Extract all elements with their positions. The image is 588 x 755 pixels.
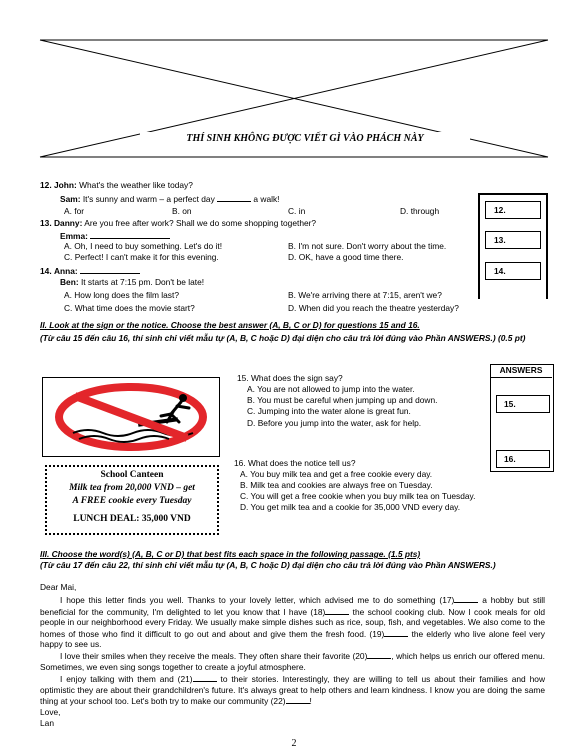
question-12: 12. John: What's the weather like today? [40,180,193,190]
notice-line-2: Milk tea from 20,000 VND – get [69,483,195,493]
letter-greeting: Dear Mai, [40,582,77,592]
section-3-note: (Từ câu 17 đến câu 22, thí sinh chỉ viết mẫu tự (A, B, C hoặc D) đại diện cho câu trả lời đúng vào Phần ANSWERS.) [40,560,496,570]
q16-option-c: C. You will get a free cookie when you buy milk tea on Tuesday. [240,491,476,501]
section-2-heading: II. Look at the sign or the notice. Choose the best answer (A, B, C or D) for questions 15 and 16. [40,320,420,330]
q12-option-c: C. in [288,206,306,216]
header-title: THÍ SINH KHÔNG ĐƯỢC VIẾT GÌ VÀO PHÁCH NÀY [140,132,470,147]
q12-option-a: A. for [64,206,85,216]
section-3-heading: III. Choose the word(s) (A, B, C or D) that best fits each space in the following passage. (1.5 pts) [40,549,421,559]
letter-paragraph-3: I enjoy talking with them and (21) to their stories. Interestingly, they are willing to tell us about their families and how optimistic they are about their grandchildren's future. It's always great to help others and learn kindness. I know you are doing the same thing at your school too. Let's both try to make our community (22) ! [40,674,545,706]
q15-option-d: D. Before you jump into the water, ask for help. [247,418,422,428]
letter-paragraph-2: I love their smiles when they receive the meals. They often share their favorite (20) , which helps us enrich our offered menu. Sometimes, we even sing songs together to create a joyful atmosphere. [40,651,545,672]
letter-paragraph-1: I hope this letter finds you well. Thanks to your lovely letter, which advised me to do something (17) a hobby but still beneficial for the community, I'm delighted to let you know that I have (18) the school cooking club. Now I cook meals for old people in our neighborhood every Friday. We usually make simple dishes such as rice, soup, fish, and vegetables. We also come to the homes of those who find it difficult to go out and about and give them the fresh food. (19) the elderly who live alone feel very happy to see us. [40,595,546,649]
no-jumping-sign [42,377,220,457]
notice-line-1: School Canteen [100,470,164,480]
answer-box-12[interactable]: 12. [485,201,541,219]
q15-option-c: C. Jumping into the water alone is great fun. [247,406,411,416]
question-16: 16. What does the notice tell us? [234,458,356,468]
no-jumping-icon [43,378,219,456]
question-12-reply: Sam: It's sunny and warm – a perfect day a walk! [60,194,280,204]
q12-option-b: B. on [172,206,192,216]
q13-option-d: D. OK, have a good time there. [288,252,404,262]
answer-box-14[interactable]: 14. [485,262,541,280]
answer-box-16[interactable]: 16. [496,450,550,468]
answer-box-15[interactable]: 15. [496,395,550,413]
page-number: 2 [291,738,297,749]
question-13: 13. Danny: Are you free after work? Shall we do some shopping together? [40,218,317,228]
q14-option-b: B. We're arriving there at 7:15, aren't we? [288,290,442,300]
question-14: 14. Anna: [40,265,140,277]
q16-option-d: D. You get milk tea and a cookie for 35,000 VND every day. [240,502,461,512]
answers-panel-title: ANSWERS [490,365,552,378]
q15-option-b: B. You must be careful when jumping up and down. [247,395,438,405]
question-13-reply: Emma: [60,230,170,242]
question-14-reply: Ben: It starts at 7:15 pm. Don't be late! [60,277,205,287]
q14-option-a: A. How long does the film last? [64,290,179,300]
q14-option-c: C. What time does the movie start? [64,303,195,313]
q13-option-a: A. Oh, I need to buy something. Let's do it! [64,241,223,251]
q16-option-a: A. You buy milk tea and get a free cookie every day. [240,469,433,479]
notice-line-3: A FREE cookie every Tuesday [72,496,192,506]
q14-option-d: D. When did you reach the theatre yesterday? [288,303,459,313]
q16-option-b: B. Milk tea and cookies are always free on Tuesday. [240,480,433,490]
notice-line-4: LUNCH DEAL: 35,000 VND [73,514,191,524]
q12-option-d: D. through [400,206,440,216]
q15-option-a: A. You are not allowed to jump into the water. [247,384,415,394]
letter-closing: Love, [40,707,61,717]
answer-box-13[interactable]: 13. [485,231,541,249]
q13-option-b: B. I'm not sure. Don't worry about the time. [288,241,447,251]
q13-option-c: C. Perfect! I can't make it for this evening. [64,252,219,262]
section-2-note: (Từ câu 15 đến câu 16, thí sinh chỉ viết mẫu tự (A, B, C hoặc D) đại diện cho câu trả lời đúng vào Phần ANSWERS.) (0.5 pt) [40,333,526,343]
letter-signature: Lan [40,718,54,728]
question-15: 15. What does the sign say? [237,373,343,383]
